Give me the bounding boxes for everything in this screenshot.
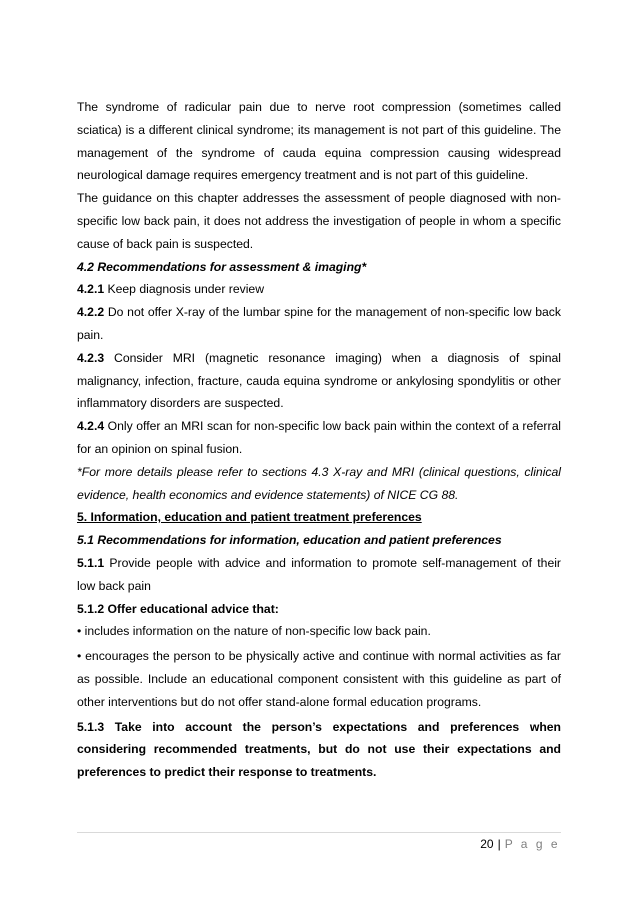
bullet-item: • includes information on the nature of non-specific low back pain. xyxy=(77,624,431,639)
paragraph-chapter-guidance: The guidance on this chapter addresses the assessment of people diagnosed with non-specific low back pain, it does not address the investigation of people in whom a specific cause of back pain is suspected. xyxy=(77,191,561,251)
recommendation-text: Consider MRI (magnetic resonance imaging) when a diagnosis of spinal malignancy, infection, fracture, cauda equina syndrome or ankylosing spondylitis or other inflammatory disorders are suspected. xyxy=(77,350,561,411)
recommendation-4-2-4 xyxy=(77,415,561,461)
footer-divider xyxy=(77,832,561,833)
page-number: 20 xyxy=(480,837,494,851)
recommendation-number: 4.2.4 xyxy=(77,419,105,434)
page-body xyxy=(77,96,561,784)
bullet-item: • encourages the person to be physically active and continue with normal activities as far as possible. Include an educational component consistent with this guideline as part of other interventions but do not offer stand-alone formal education programs. xyxy=(77,649,561,709)
recommendation-4-2-1 xyxy=(77,278,561,301)
page-footer xyxy=(480,836,560,852)
recommendation-text: Keep diagnosis under review xyxy=(104,282,264,297)
recommendation-text: Provide people with advice and information to promote self-management of their low back pain xyxy=(77,555,561,593)
recommendation-number: 4.2.3 xyxy=(77,350,105,365)
footer-separator: | xyxy=(497,837,501,851)
section-heading-5: 5. Information, education and patient treatment preferences xyxy=(77,510,422,525)
recommendation-5-1-3: 5.1.3 Take into account the person’s expectations and preferences when considering recommended treatments, but do not use their expectations and preferences to predict their response to treatments. xyxy=(77,719,561,780)
footnote-nice-cg88: *For more details please refer to sections 4.3 X-ray and MRI (clinical questions, clinical evidence, health economics and evidence statements) of NICE CG 88. xyxy=(77,464,561,502)
recommendation-4-2-2 xyxy=(77,301,561,347)
recommendation-4-2-3 xyxy=(77,347,561,415)
recommendation-text: Do not offer X-ray of the lumbar spine for the management of non-specific low back pain. xyxy=(77,305,561,342)
recommendation-number: 4.2.1 xyxy=(77,282,105,297)
section-heading-5-1: 5.1 Recommendations for information, education and patient preferences xyxy=(77,533,502,548)
recommendation-5-1-1 xyxy=(77,552,561,598)
recommendation-text: Only offer an MRI scan for non-specific low back pain within the context of a referral for an opinion on spinal fusion. xyxy=(77,419,561,456)
recommendation-number: 5.1.1 xyxy=(77,555,105,570)
recommendation-5-1-2: 5.1.2 Offer educational advice that: xyxy=(77,601,279,616)
page-label: P a g e xyxy=(504,837,560,851)
paragraph-radicular-pain: The syndrome of radicular pain due to nerve root compression (sometimes called sciatica) is a different clinical syndrome; its management is not part of this guideline. The management of the syndrome of cauda equina compression causing widespread neurological damage requires emergency treatment and is not part of this guideline. xyxy=(77,100,561,183)
section-heading-4-2: 4.2 Recommendations for assessment & imaging* xyxy=(77,259,367,274)
recommendation-number: 4.2.2 xyxy=(77,305,105,320)
